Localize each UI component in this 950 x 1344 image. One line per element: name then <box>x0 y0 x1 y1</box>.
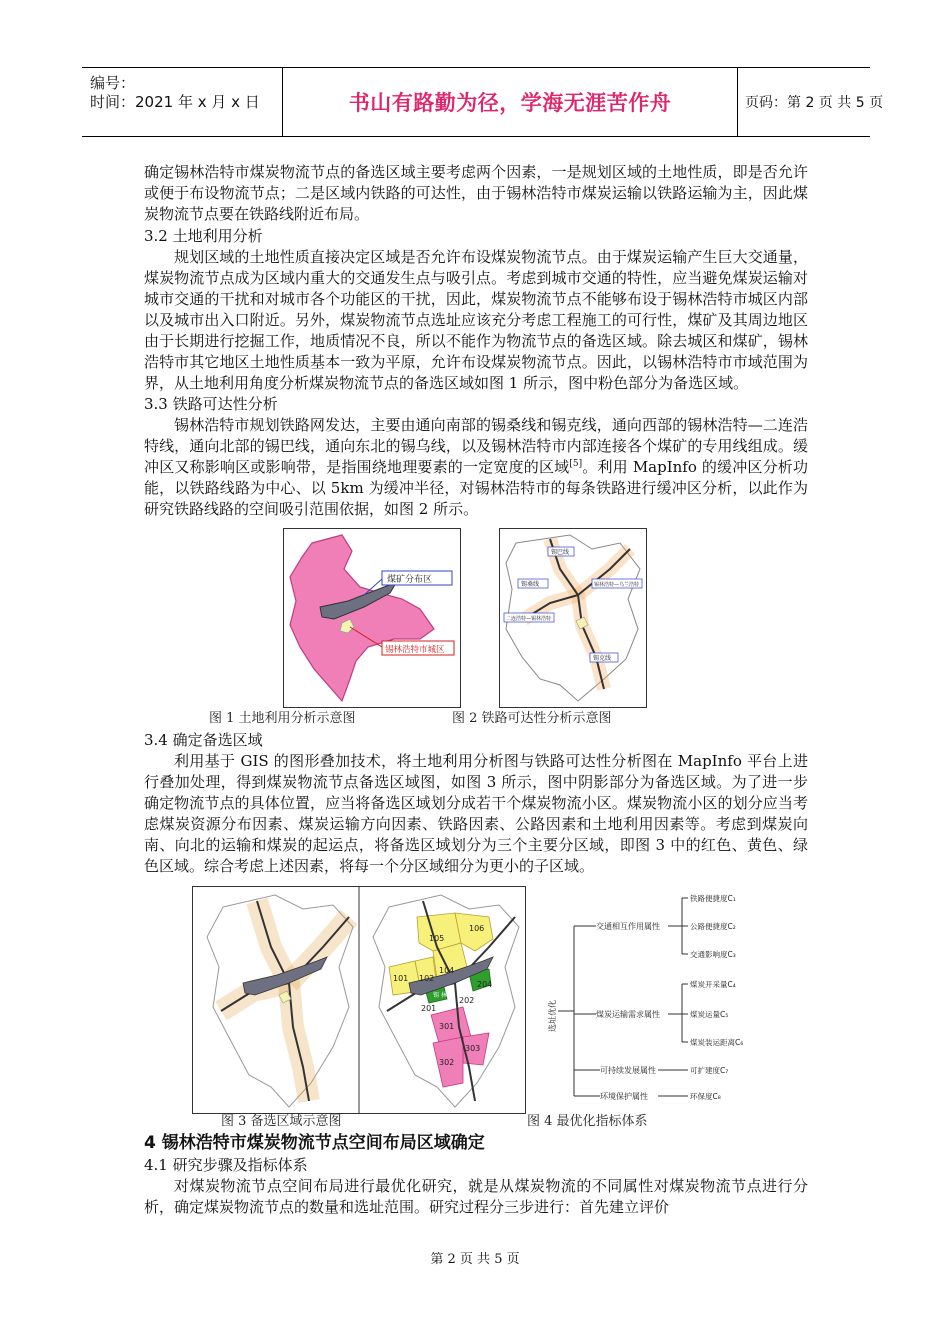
figure-3-right-panel <box>373 895 519 1107</box>
section-4-1-text: 对煤炭物流节点空间布局进行最优化研究，就是从煤炭物流的不同属性对煤炭物流节点进行分析，确定煤炭物流节点的数量和选址范围。研究过程分三步进行：首先建立评价 <box>144 1177 808 1216</box>
city-name-label: 锡 林 浩 特 <box>433 992 463 999</box>
zone-106-label: 106 <box>469 924 485 933</box>
section-3-2-text: 规划区域的土地性质直接决定区域是否允许布设煤炭物流节点。由于煤炭运输产生巨大交通量，煤炭物流节点成为区域内重大的交通发生点与吸引点。考虑到城市交通的特性，应当避免煤炭运输对城市交通的干扰和对城市各个功能区的干扰，因此，煤炭物流节点不能够布设于锡林浩特市城区内部以及城市出入口附近。另外，煤炭物流节点选址应该充分考虑工程施工的可行性，煤矿及其周边地区由于长期进行挖掘工作，地质情况不良，所以不能作为物流节点的备选区域。除去城区和煤矿，锡林浩特市其它地区土地性质基本一致为平原，允许布设煤炭物流节点。因此，以锡林浩特市市域范围为界，从土地利用角度分析煤炭物流节点的备选区域如图 1 所示，图中粉色部分为备选区域。 <box>144 248 808 392</box>
motto: 书山有路勤为径，学海无涯苦作舟 <box>282 68 738 136</box>
figure-3-svg <box>193 887 525 1113</box>
leaf-c1: 铁路便捷度C₁ <box>690 894 736 903</box>
figure-3-left-panel <box>207 895 353 1107</box>
section-3-2-heading: 3.2 土地利用分析 <box>144 227 263 245</box>
zone-201-label: 201 <box>421 1004 437 1013</box>
section-3-4-heading: 3.4 确定备选区域 <box>144 731 263 749</box>
label-xisang: 锡桑线 <box>521 581 540 588</box>
section-3-3-heading: 3.3 铁路可达性分析 <box>144 395 278 413</box>
section-3-3-text-b: 。利用 MapInfo 的缓冲区分析功能，以铁路线路为中心、以 5km 为缓冲半径，对锡林浩特市的每条铁路进行缓冲区分析，以此作为研究铁路线路的空间吸引范围依据，如图 2 所示。 <box>144 458 808 518</box>
section-3-3-body <box>144 415 808 520</box>
zone-105-label: 105 <box>429 934 445 943</box>
leaf-c7: 可扩建度C₇ <box>690 1066 729 1075</box>
leaf-c2: 公路便捷度C₂ <box>690 922 736 931</box>
tree-group-labels <box>596 921 660 1101</box>
tree-leaf-labels <box>690 893 743 1101</box>
section-3-2-body <box>144 247 808 394</box>
figure-1-svg <box>284 529 460 707</box>
figure-1-land-use-map <box>283 528 461 708</box>
zone-202-label: 202 <box>459 996 475 1005</box>
page-header <box>82 67 884 137</box>
section-4-1-heading: 4.1 研究步骤及指标体系 <box>144 1156 308 1174</box>
section-3-3-text-a: 锡林浩特市规划铁路网发达，主要由通向南部的锡桑线和锡克线，通向西部的锡林浩特—二连浩特线，通向北部的锡巴线，通向东北的锡乌线，以及锡林浩特市内部连接各个煤矿的专用线组成。缓冲区又称影响区或影响带，是指围绕地理要素的一定宽度的区域 <box>144 416 808 476</box>
label-coal-mine: 煤矿分布区 <box>387 575 433 585</box>
group-traffic-interaction: 交通相互作用属性 <box>596 922 660 931</box>
figure-2-caption: 图 2 铁路可达性分析示意图 <box>452 711 612 726</box>
group-sustainability: 可持续发展属性 <box>600 1066 656 1075</box>
figure-1-caption: 图 1 土地利用分析示意图 <box>209 711 356 726</box>
zone-102-label: 102 <box>419 974 435 983</box>
figure-2-railway-map <box>499 528 647 708</box>
number-label: 编号： <box>90 74 136 92</box>
section-3-3-text <box>144 415 808 520</box>
tree-root-label: 选址优化 <box>548 1000 557 1032</box>
figure-4-index-system <box>540 886 790 1112</box>
group-coal-demand: 煤炭运输需求属性 <box>596 1010 660 1019</box>
time-label: 时间：2021 年 x 月 x 日 <box>90 93 260 111</box>
page-number-label: 页码：第 2 页 共 5 页 <box>745 95 884 111</box>
figure-4-svg <box>540 886 790 1112</box>
intro-paragraph <box>144 162 808 225</box>
section-3-4-text: 利用基于 GIS 的图形叠加技术，将土地利用分析图与铁路可达性分析图在 MapInfo 平台上进行叠加处理，得到煤炭物流节点备选区域图，如图 3 所示，图中阴影部分为备选区域。为了进一步确定物流节点的具体位置，应当将备选区域划分成若干个煤炭物流小区。煤炭物流小区的划分应当考虑煤炭资源分布因素、煤炭运输方向因素、铁路因素、公路因素和土地利用因素等。考虑到煤炭向南、向北的运输和煤炭的起运点，将备选区域划分为三个主要分区域，即图 3 中的红色、黄色、绿色区域。综合考虑上述因素，将每一个分区域细分为更小的子区域。 <box>144 752 808 875</box>
leaf-c6: 煤炭装运距离C₆ <box>690 1038 744 1047</box>
candidate-area-pink <box>290 535 434 701</box>
label-xi-wu: 锡林浩特—乌兰浩特 <box>594 582 640 588</box>
intro-text: 确定锡林浩特市煤炭物流节点的备选区域主要考虑两个因素，一是规划区域的土地性质，即是否允许或便于布设物流节点；二是区域内铁路的可达性，由于锡林浩特市煤炭运输以铁路运输为主，因此煤炭物流节点要在铁路线附近布局。 <box>144 163 808 223</box>
leaf-c3: 交通影响度C₃ <box>690 950 736 959</box>
figure-2-svg <box>500 529 646 707</box>
leaf-c4: 煤炭开采量C₄ <box>690 980 736 989</box>
label-xike: 锡克线 <box>593 655 612 662</box>
section-4-heading: 4 锡林浩特市煤炭物流节点空间布局区域确定 <box>144 1133 485 1153</box>
zone-104-label: 104 <box>439 966 455 975</box>
label-xiba: 锡巴线 <box>551 549 570 556</box>
citation-ref: [5] <box>569 459 583 469</box>
figure-4-caption: 图 4 最优化指标体系 <box>527 1114 648 1129</box>
label-erlian: 二连浩特—锡林浩特 <box>506 616 552 622</box>
figure-3-candidate-areas <box>192 886 526 1114</box>
zone-302-label: 302 <box>439 1058 455 1067</box>
zone-303-label: 303 <box>465 1044 481 1053</box>
section-3-4-body <box>144 751 808 877</box>
group-environment: 环境保护属性 <box>600 1092 648 1101</box>
header-left-cell <box>82 68 282 136</box>
section-4-1-body <box>144 1176 808 1218</box>
zone-101-label: 101 <box>393 974 409 983</box>
zone-301-label: 301 <box>439 1022 455 1031</box>
label-city: 锡林浩特市城区 <box>385 645 445 655</box>
page-footer: 第 2 页 共 5 页 <box>430 1252 520 1267</box>
leaf-c5: 煤炭运量C₅ <box>690 1010 729 1019</box>
zone-204-label: 204 <box>477 980 493 989</box>
figure-3-caption: 图 3 备选区域示意图 <box>221 1114 342 1129</box>
leaf-c8: 环保度C₈ <box>690 1092 721 1101</box>
